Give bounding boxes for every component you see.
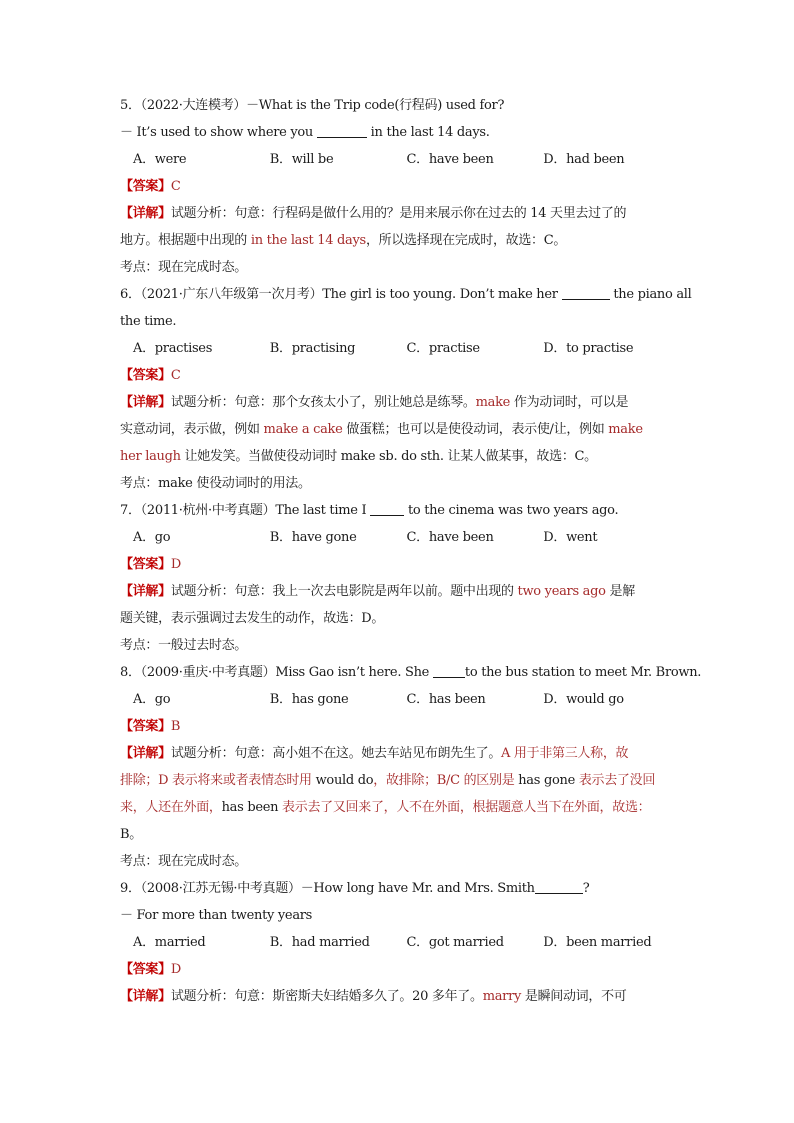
q9-stem-line2 [120, 902, 680, 929]
q8-detail-highlight: A 用于非第三人称，故 [501, 746, 629, 761]
q8-option-c: C．has been [406, 692, 486, 707]
q8-detail-line2 [120, 767, 680, 794]
q6-detail-line2 [120, 416, 680, 443]
q8-detail-highlight3: ，故排除；B/C 的区别是 [373, 773, 519, 788]
q8-detail-line4 [120, 821, 680, 848]
q8-detail-line1 [120, 740, 680, 767]
q9-stem-text2: － For more than twenty years [120, 908, 313, 923]
q7-option-b: B．have gone [269, 530, 357, 545]
q7-detail-line1 [120, 578, 680, 605]
q6-stem-line2 [120, 308, 680, 335]
q8-stem [120, 659, 702, 686]
q5-detail-text: 试题分析：句意：行程码是做什么用的？是用来展示你在过去的 14 天里去过了的 [170, 206, 627, 221]
q9-stem [120, 875, 680, 902]
q7-stem-post: to the cinema was two years ago. [404, 503, 619, 518]
q8-stem-post: to the bus station to meet Mr. Brown. [464, 665, 702, 680]
q9-detail-highlight: marry [482, 989, 522, 1004]
q8-stem-pre: 8．（2009·重庆·中考真题）Miss Gao isn’t here. She [120, 665, 433, 680]
q6-detail-highlight2: make a cake [263, 422, 343, 437]
q7-stem [120, 497, 680, 524]
q5-answer-value: C [170, 179, 181, 194]
q6-option-c: C．practise [406, 341, 480, 356]
q6-blank [562, 285, 610, 300]
q6-option-a: A．practises [133, 341, 213, 356]
q9-stem-post: ? [582, 881, 590, 896]
detail-label: 【详解】 [120, 584, 171, 599]
detail-label: 【详解】 [120, 206, 171, 221]
q6-answer [120, 362, 680, 389]
q5-blank [317, 123, 367, 138]
q8-point [120, 848, 680, 875]
q7-detail-line2 [120, 605, 680, 632]
q5-answer [120, 173, 680, 200]
q5-stem-text: 5．（2022·大连模考）－What is the Trip code(行程码) used for? [120, 98, 505, 113]
q6-answer-value: C [170, 368, 181, 383]
q9-answer-value: D [170, 962, 181, 977]
q7-point-text: 考点：一般过去时态。 [120, 638, 248, 653]
answer-label: 【答案】 [120, 557, 171, 572]
detail-label: 【详解】 [120, 395, 171, 410]
q8-option-a: A．go [133, 692, 171, 707]
q6-detail-line3 [120, 443, 680, 470]
q9-detail-text2: 是瞬间动词，不可 [521, 989, 627, 1004]
q8-detail-highlight6: 表示去了又回来了，人不在外面，根据题意人当下在外面，故选： [278, 800, 651, 815]
q6-detail-highlight4: her laugh [120, 449, 181, 464]
q7-option-d: D．went [543, 530, 598, 545]
q6-stem-pre: 6．（2021·广东八年级第一次月考）The girl is too young. Don’t make her [120, 287, 562, 302]
answer-label: 【答案】 [120, 719, 171, 734]
q6-detail-text: 试题分析：句意：那个女孩太小了，别让她总是练琴。 [170, 395, 476, 410]
q8-option-b: B．has gone [269, 692, 349, 707]
q8-detail-text3: has gone [518, 773, 575, 788]
q8-answer [120, 713, 680, 740]
q6-detail-line1 [120, 389, 680, 416]
detail-label: 【详解】 [120, 989, 171, 1004]
q9-blank [535, 879, 583, 894]
q6-point [120, 470, 680, 497]
q5-point [120, 254, 680, 281]
q7-option-c: C．have been [406, 530, 494, 545]
q7-answer [120, 551, 680, 578]
q9-option-b: B．had married [269, 935, 370, 950]
q6-stem-post: the piano all [609, 287, 692, 302]
q7-answer-value: D [170, 557, 181, 572]
q5-point-text: 考点：现在完成时态。 [120, 260, 248, 275]
q7-point [120, 632, 680, 659]
q5-detail-line2 [120, 227, 680, 254]
q9-option-a: A．married [133, 935, 206, 950]
q5-stem-line2 [120, 119, 680, 146]
q8-point-text: 考点：现在完成时态。 [120, 854, 248, 869]
q8-detail-text2: would do [315, 773, 374, 788]
q7-detail-text2: 是解 [605, 584, 635, 599]
q5-stem-post: in the last 14 days. [366, 125, 490, 140]
q6-option-b: B．practising [269, 341, 356, 356]
q6-detail-text4: 做蛋糕；也可以是使役动词，表示使/让，例如 [342, 422, 609, 437]
q6-stem-text2: the time. [120, 314, 177, 329]
q9-stem-pre: 9．（2008·江苏无锡·中考真题）－How long have Mr. and Mrs. Smith [120, 881, 535, 896]
q8-detail-line3 [120, 794, 680, 821]
answer-label: 【答案】 [120, 962, 171, 977]
q5-option-b: B．will be [269, 152, 334, 167]
q5-option-c: C．have been [406, 152, 494, 167]
q8-blank [433, 663, 465, 678]
detail-label: 【详解】 [120, 746, 171, 761]
q5-option-a: A．were [133, 152, 187, 167]
q5-stem-pre: － It’s used to show where you [120, 125, 317, 140]
q7-blank [370, 501, 404, 516]
q6-option-d: D．to practise [543, 341, 634, 356]
answer-label: 【答案】 [120, 368, 171, 383]
q8-detail-text4: has been [221, 800, 279, 815]
q7-options [120, 524, 680, 551]
q6-options [120, 335, 680, 362]
q7-detail-text: 试题分析：句意：我上一次去电影院是两年以前。题中出现的 [170, 584, 518, 599]
q7-option-a: A．go [133, 530, 171, 545]
q8-detail-text5: B。 [120, 827, 142, 842]
q8-option-d: D．would go [543, 692, 624, 707]
answer-label: 【答案】 [120, 179, 171, 194]
q6-detail-text3: 实意动词，表示做，例如 [120, 422, 264, 437]
q7-stem-pre: 7．（2011·杭州·中考真题）The last time I [120, 503, 371, 518]
q5-stem [120, 92, 680, 119]
q5-detail-highlight: in the last 14 days [250, 233, 366, 248]
q6-detail-highlight3: make [608, 422, 643, 437]
q8-detail-highlight5: 来，人还在外面， [120, 800, 222, 815]
q6-detail-text2: 作为动词时，可以是 [510, 395, 629, 410]
q5-detail-line1 [120, 200, 680, 227]
q9-options [120, 929, 680, 956]
q7-detail-highlight: two years ago [517, 584, 606, 599]
q6-point-text: 考点：make 使役动词时的用法。 [120, 476, 311, 491]
q9-answer [120, 956, 680, 983]
question-list [120, 92, 702, 1010]
q8-options [120, 686, 680, 713]
q7-detail-text3: 题关键，表示强调过去发生的动作，故选：D。 [120, 611, 385, 626]
q8-detail-text: 试题分析：句意：高小姐不在这。她去车站见布朗先生了。 [170, 746, 502, 761]
q5-options [120, 146, 680, 173]
q6-stem [120, 281, 692, 308]
q5-detail-text2: 地方。根据题中出现的 [120, 233, 251, 248]
q5-option-d: D．had been [543, 152, 625, 167]
q9-option-c: C．got married [406, 935, 504, 950]
q9-detail-text: 试题分析：句意：斯密斯夫妇结婚多久了。20 多年了。 [170, 989, 483, 1004]
q8-answer-value: B [170, 719, 181, 734]
q6-detail-text5: 让她发笑。当做使役动词时 make sb. do sth. 让某人做某事，故选：C。 [180, 449, 597, 464]
q8-detail-highlight4: 表示去了没回 [574, 773, 656, 788]
q5-detail-text3: ，所以选择现在完成时，故选：C。 [365, 233, 567, 248]
q8-detail-highlight2: 排除；D 表示将来或者表情态时用 [120, 773, 316, 788]
q6-detail-highlight: make [475, 395, 511, 410]
q9-option-d: D．been married [543, 935, 652, 950]
q9-detail-line1 [120, 983, 680, 1010]
